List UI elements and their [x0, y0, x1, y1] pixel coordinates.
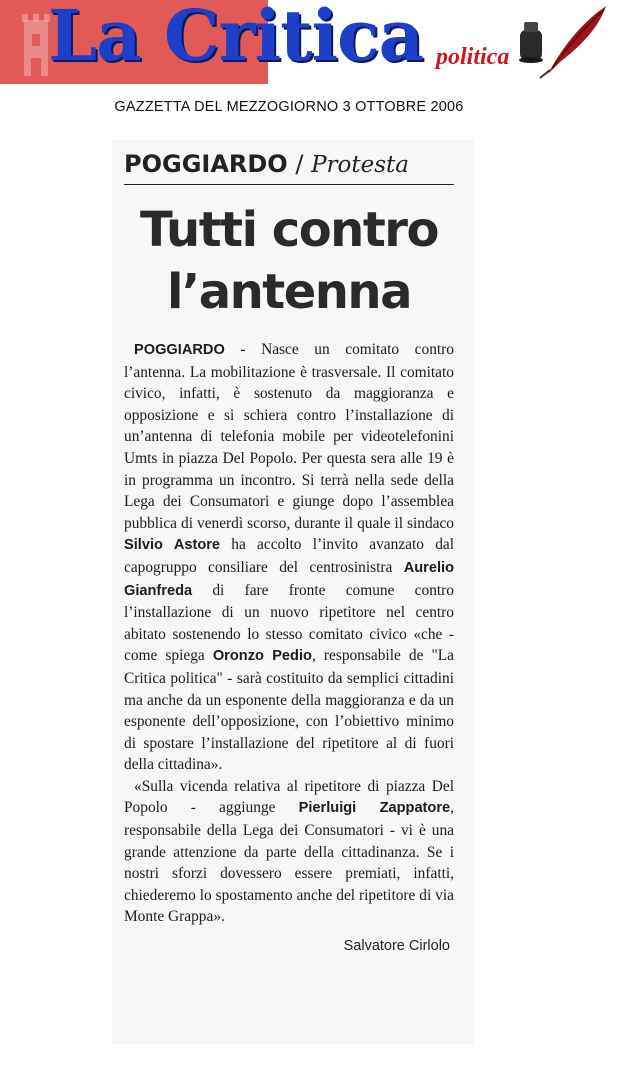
person-name: Oronzo Pedio — [212, 648, 312, 665]
paragraph-1 — [124, 339, 454, 776]
kicker-topic: Protesta — [311, 152, 410, 178]
masthead — [0, 0, 618, 84]
newspaper-clipping — [112, 140, 474, 1044]
byline: Salvatore Cirlolo — [343, 938, 450, 955]
headline-line-1: Tutti contro — [140, 202, 438, 258]
kicker-separator: / — [295, 150, 304, 178]
source-line: GAZZETTA DEL MEZZOGIORNO 3 OTTOBRE 2006 — [114, 99, 464, 115]
brand-subtitle: politica — [436, 44, 510, 70]
headline-line-2: l’antenna — [167, 264, 411, 320]
article-kicker — [124, 150, 454, 185]
paragraph-text: - Nasce un comitato contro l’antenna. La mobilitazione è trasversale. Il comitato civico, infatti, è sostenuto da maggioranza e opposizione e si schiera contro l’installazione di un’antenna di telefonia mobile per videotelefonini Umts in piazza Del Popolo. Per questa sera alle 19 è in programma un incontro. Si terrà nella sede della Lega dei Consumatori e giunge dopo l’assemblea pubblica di venerdì scorso, durante il quale il sindaco — [124, 341, 454, 532]
paragraph-text: di fare fronte comune contro l’installazione di un nuovo ripetitore nel centro abitato sostenendo lo stesso comitato civico «che - come spiega — [124, 581, 454, 665]
dateline: POGGIARDO — [134, 342, 225, 358]
kicker-place: POGGIARDO — [124, 150, 288, 178]
person-name: Aurelio Gianfreda — [124, 559, 454, 599]
brand-title: La Critica — [48, 0, 424, 77]
person-name: Silvio Astore — [124, 537, 221, 554]
paragraph-text: «Sulla vicenda relativa al ripetitore di piazza Del Popolo - aggiunge — [124, 777, 454, 817]
paragraph-text: , responsabile de "La Critica politica" - sarà costituito da semplici cittadini ma anche da un esponente della maggioranza e da un esponente dell’opposizione, con l’obiettivo minimo di spostare l’installazione del ripetitore al di fuori della cittadina». — [124, 647, 455, 774]
inkwell-quill-icon — [510, 4, 610, 80]
paragraph-text: ha accolto l’invito avanzato dal capogruppo consiliare del centrosinistra — [124, 536, 454, 576]
person-name: Pierluigi Zappatore — [298, 800, 451, 817]
article — [124, 150, 454, 954]
paragraph-text: , responsabile della Lega dei Consumatori - vi è una grande attenzione da parte della cittadinanza. Se i nostri sforzi dovessero essere premiati, infatti, chiederemo lo spostamento anche del ripetitore di via Monte Grappa». — [124, 799, 454, 926]
article-headline — [124, 199, 454, 323]
paragraph-2 — [124, 776, 454, 928]
article-body — [124, 339, 454, 928]
